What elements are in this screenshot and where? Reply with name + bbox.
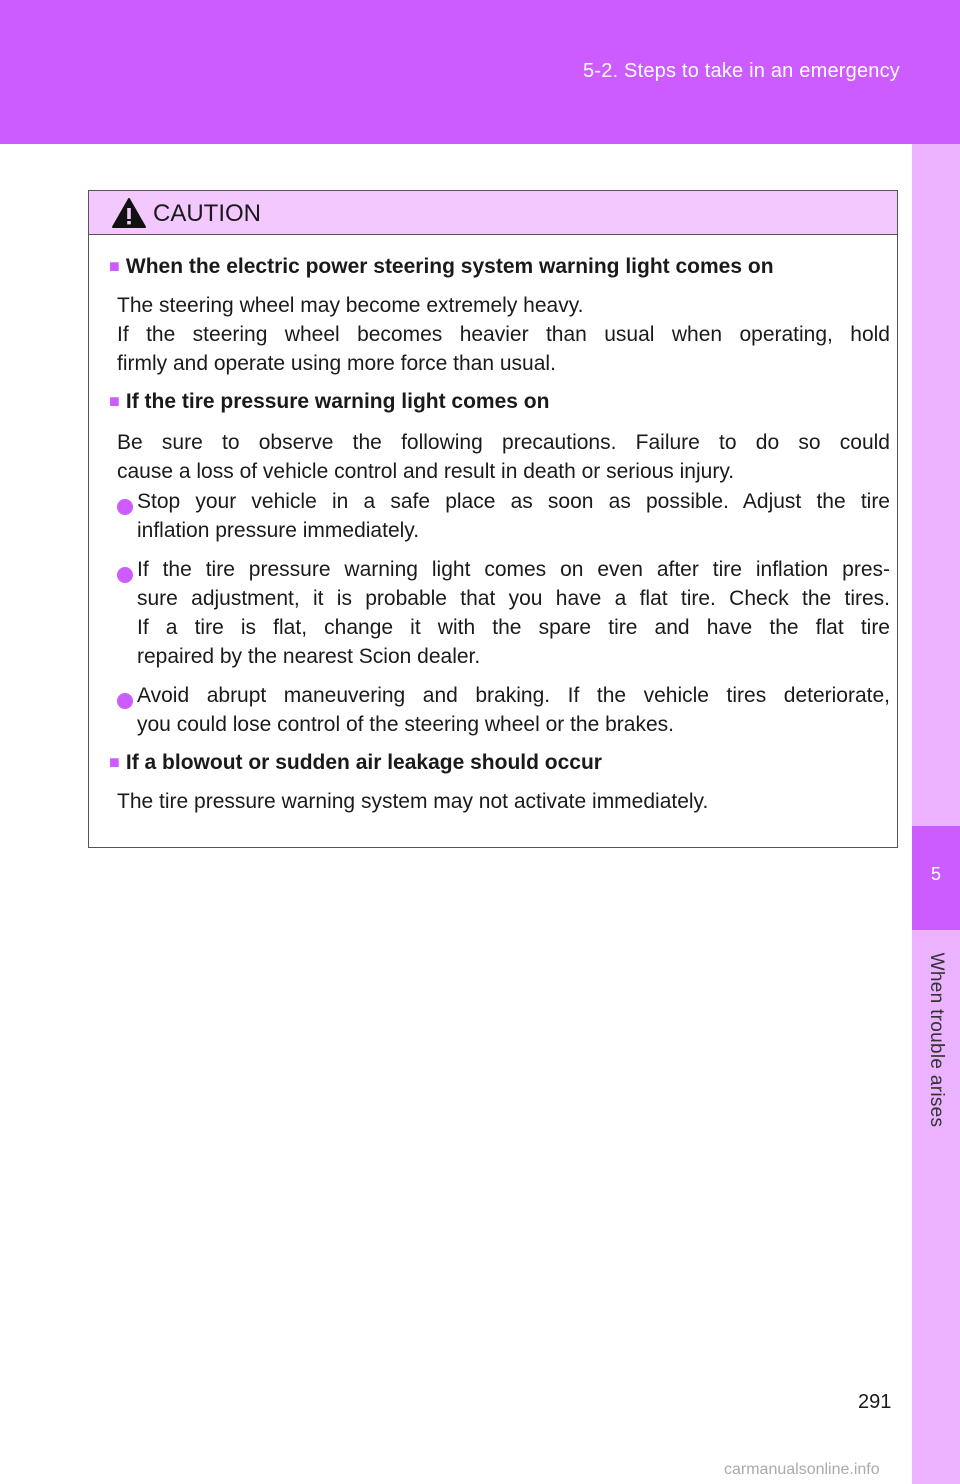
page-number: 291: [858, 1391, 892, 1413]
section-title: 5-2. Steps to take in an emergency: [583, 60, 900, 82]
round-bullet-icon: [117, 567, 133, 583]
chapter-label: When trouble arises: [926, 952, 947, 1128]
text-line: The steering wheel may become extremely heavy.: [117, 294, 584, 317]
text-line: firmly and operate using more force than usual.: [117, 352, 556, 375]
bullet-item: [137, 555, 890, 671]
watermark: carmanualsonline.info: [724, 1461, 880, 1478]
text-line: Stop your vehicle in a safe place as soon as possible. Adjust the tire: [137, 490, 890, 513]
section-heading: ■ If a blowout or sudden air leakage should occur: [109, 751, 602, 774]
section-paragraph: [117, 787, 890, 816]
text-line: If the steering wheel becomes heavier than usual when operating, hold: [117, 323, 890, 346]
text-line: If the tire pressure warning light comes on even after tire inflation pres-: [137, 558, 890, 581]
round-bullet-icon: [117, 693, 133, 709]
text-line: cause a loss of vehicle control and result in death or serious injury.: [117, 460, 735, 483]
text-line: sure adjustment, it is probable that you have a flat tire. Check the tires.: [137, 587, 890, 610]
caution-header: [89, 191, 897, 235]
section-heading: ■ If the tire pressure warning light comes on: [109, 390, 550, 413]
square-bullet-icon: ■: [109, 391, 120, 411]
chapter-number: 5: [930, 864, 941, 884]
chapter-side-strip: [912, 144, 960, 1484]
section-paragraph: [117, 428, 890, 486]
round-bullet-icon: [117, 499, 133, 515]
section-heading: ■ When the electric power steering system warning light comes on: [109, 255, 774, 278]
bullet-item: [137, 681, 890, 739]
text-line: Be sure to observe the following precautions. Failure to do so could: [117, 431, 890, 454]
text-line: The tire pressure warning system may not activate immediately.: [117, 790, 709, 813]
square-bullet-icon: ■: [109, 256, 120, 276]
text-line: Avoid abrupt maneuvering and braking. If the vehicle tires deteriorate,: [137, 684, 890, 707]
bullet-item: [137, 487, 890, 545]
warning-icon: [111, 197, 147, 229]
text-line: If a tire is flat, change it with the spare tire and have the flat tire: [137, 616, 890, 639]
text-line: inflation pressure immediately.: [137, 519, 420, 542]
caution-title: CAUTION: [153, 200, 261, 227]
caution-box: [88, 190, 898, 848]
section-paragraph: [117, 291, 890, 378]
text-line: you could lose control of the steering wheel or the brakes.: [137, 713, 674, 736]
square-bullet-icon: ■: [109, 752, 120, 772]
text-line: repaired by the nearest Scion dealer.: [137, 645, 481, 668]
